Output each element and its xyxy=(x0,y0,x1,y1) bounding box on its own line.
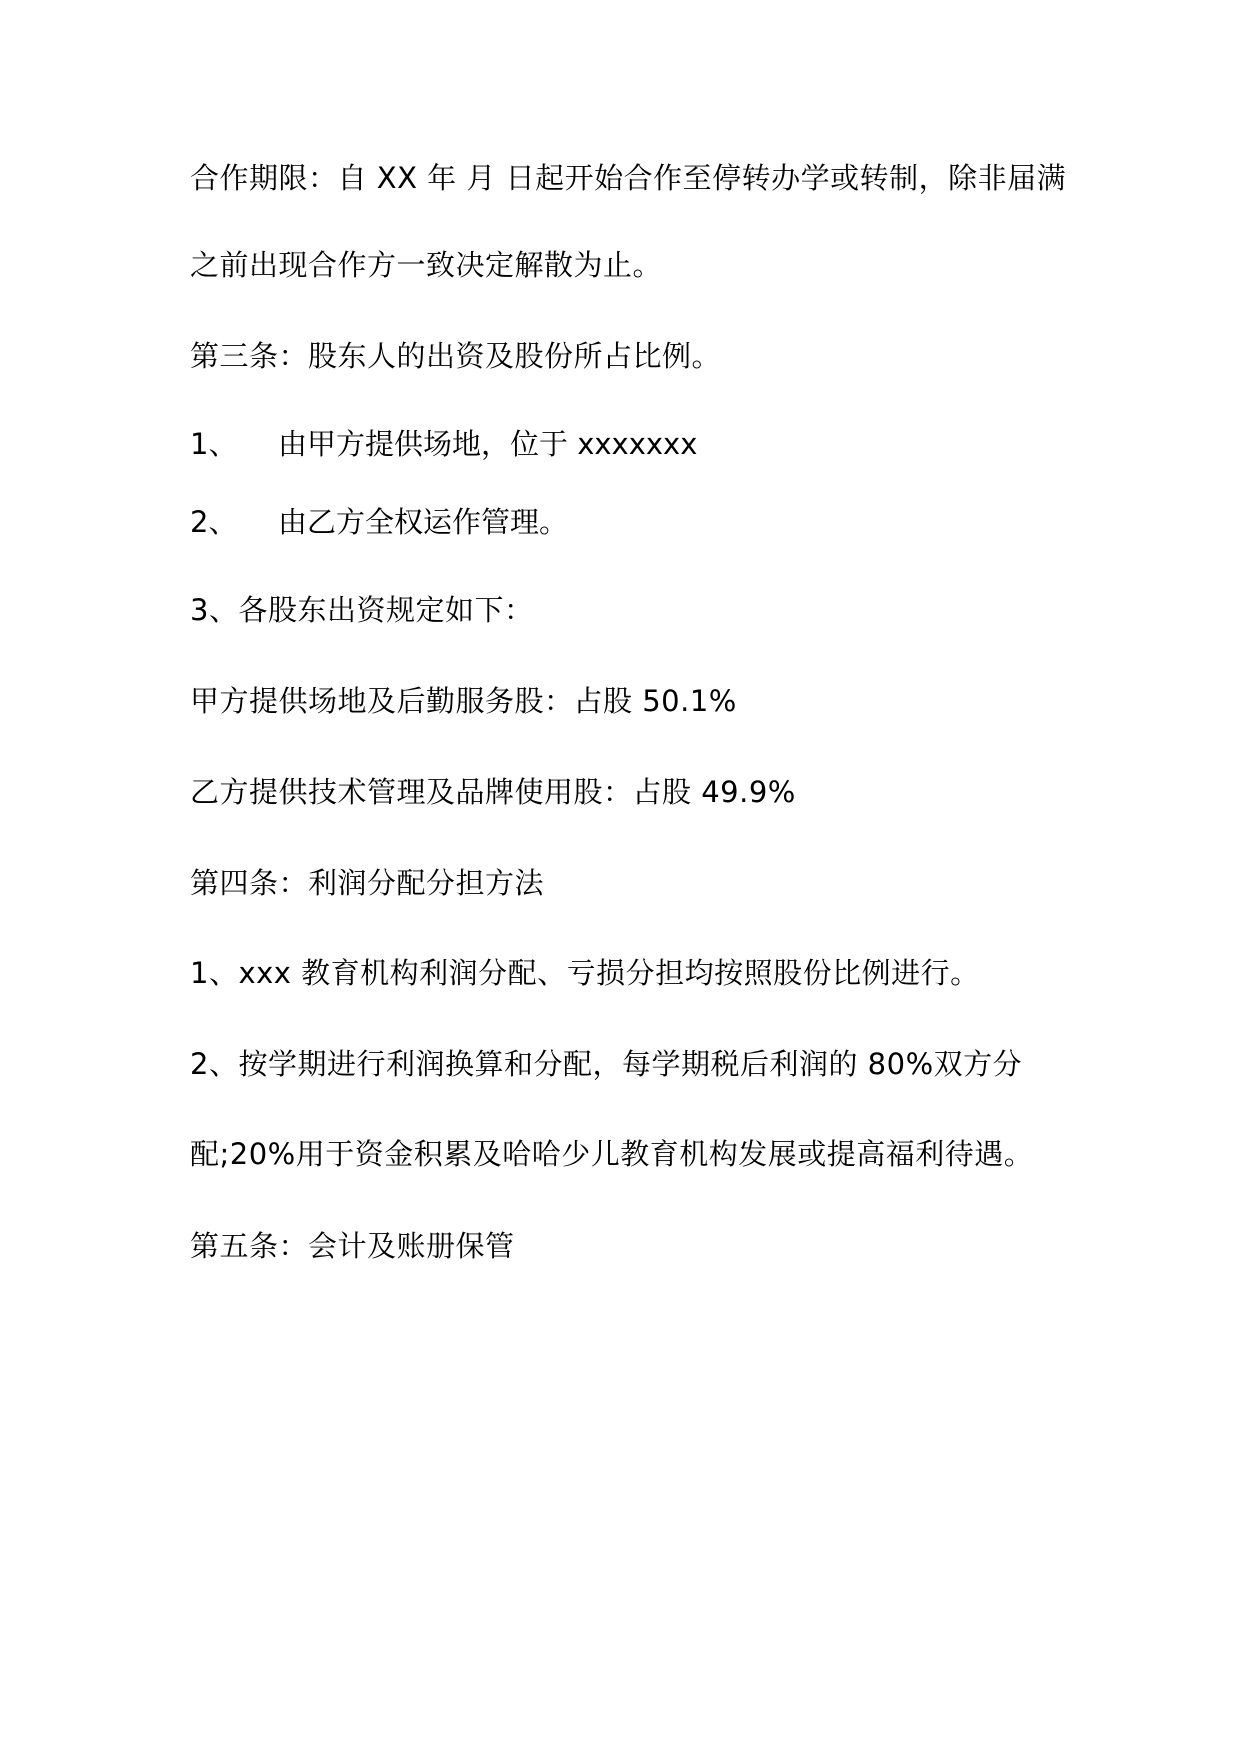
article-4-heading: 第四条：利润分配分担方法 xyxy=(190,866,545,900)
article-4-item-2-line-2: 配;20%用于资金积累及哈哈少儿教育机构发展或提高福利待遇。 xyxy=(190,1137,1034,1171)
article-3-item-2 xyxy=(190,502,568,542)
article-5-heading: 第五条：会计及账册保管 xyxy=(190,1229,515,1263)
article-3-item-1 xyxy=(190,424,697,464)
article-3-heading: 第三条：股东人的出资及股份所占比例。 xyxy=(190,339,722,373)
article-4-item-1: 1、xxx 教育机构利润分配、亏损分担均按照股份比例进行。 xyxy=(190,956,980,990)
list-number: 2、 xyxy=(190,505,238,539)
list-item-text: 由乙方全权运作管理。 xyxy=(278,505,569,539)
term-paragraph-line-1: 合作期限：自 XX 年 月 日起开始合作至停转办学或转制，除非届满 xyxy=(190,161,1067,195)
term-paragraph-line-2: 之前出现合作方一致决定解散为止。 xyxy=(190,248,663,282)
list-number: 1、 xyxy=(190,427,238,461)
party-b-share: 乙方提供技术管理及品牌使用股：占股 49.9% xyxy=(190,775,796,809)
list-item-text: 由甲方提供场地，位于 xxxxxxx xyxy=(278,427,698,461)
article-4-item-2-line-1: 2、按学期进行利润换算和分配，每学期税后利润的 80%双方分 xyxy=(190,1047,1023,1081)
party-a-share: 甲方提供场地及后勤服务股：占股 50.1% xyxy=(190,684,737,718)
article-3-item-3: 3、各股东出资规定如下： xyxy=(190,593,534,627)
